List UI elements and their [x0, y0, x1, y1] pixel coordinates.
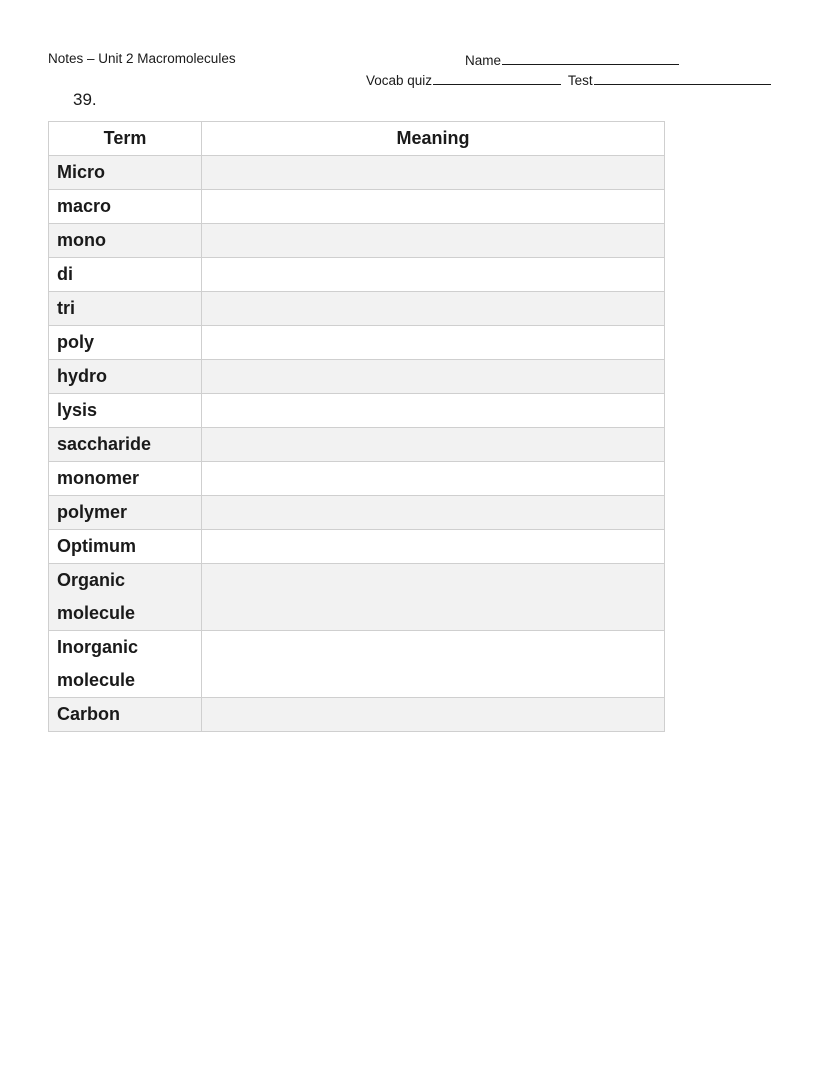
name-label: Name — [465, 53, 502, 68]
meaning-cell[interactable] — [202, 360, 665, 394]
meaning-cell[interactable] — [202, 698, 665, 732]
term-column-header: Term — [49, 122, 202, 156]
test-blank[interactable] — [594, 71, 771, 85]
table-row — [49, 530, 665, 564]
name-blank[interactable] — [502, 51, 679, 65]
table-row — [49, 564, 665, 631]
term-cell: Inorganic molecule — [49, 631, 202, 698]
item-number: 39. — [73, 90, 97, 109]
term-cell: mono — [49, 224, 202, 258]
meaning-cell[interactable] — [202, 428, 665, 462]
meaning-cell[interactable] — [202, 564, 665, 631]
table-row — [49, 428, 665, 462]
grade-field-row — [366, 71, 771, 89]
term-cell: tri — [49, 292, 202, 326]
table-row — [49, 496, 665, 530]
meaning-cell[interactable] — [202, 224, 665, 258]
term-cell: saccharide — [49, 428, 202, 462]
meaning-cell[interactable] — [202, 326, 665, 360]
meaning-cell[interactable] — [202, 496, 665, 530]
term-cell: Carbon — [49, 698, 202, 732]
table-row — [49, 394, 665, 428]
table-row — [49, 156, 665, 190]
table-row — [49, 190, 665, 224]
table-row — [49, 258, 665, 292]
meaning-cell[interactable] — [202, 530, 665, 564]
table-row — [49, 631, 665, 698]
table-row — [49, 326, 665, 360]
meaning-cell[interactable] — [202, 462, 665, 496]
meaning-cell[interactable] — [202, 631, 665, 698]
table-row — [49, 360, 665, 394]
term-cell: poly — [49, 326, 202, 360]
term-cell: polymer — [49, 496, 202, 530]
term-cell: lysis — [49, 394, 202, 428]
term-cell: Micro — [49, 156, 202, 190]
table-header-row — [49, 122, 665, 156]
term-cell: Optimum — [49, 530, 202, 564]
vocab-quiz-label: Vocab quiz — [366, 73, 433, 88]
vocab-quiz-blank[interactable] — [433, 71, 561, 85]
name-field-row — [465, 51, 679, 69]
term-cell: hydro — [49, 360, 202, 394]
test-label: Test — [567, 73, 593, 88]
meaning-cell[interactable] — [202, 394, 665, 428]
table-row — [49, 292, 665, 326]
meaning-column-header: Meaning — [202, 122, 665, 156]
table-row — [49, 224, 665, 258]
meaning-cell[interactable] — [202, 190, 665, 224]
term-cell: monomer — [49, 462, 202, 496]
meaning-cell[interactable] — [202, 156, 665, 190]
term-cell: macro — [49, 190, 202, 224]
term-cell: di — [49, 258, 202, 292]
vocab-table — [48, 121, 665, 732]
meaning-cell[interactable] — [202, 292, 665, 326]
term-cell: Organic molecule — [49, 564, 202, 631]
meaning-cell[interactable] — [202, 258, 665, 292]
document-title: Notes – Unit 2 Macromolecules — [48, 51, 236, 66]
table-row — [49, 462, 665, 496]
table-row — [49, 698, 665, 732]
